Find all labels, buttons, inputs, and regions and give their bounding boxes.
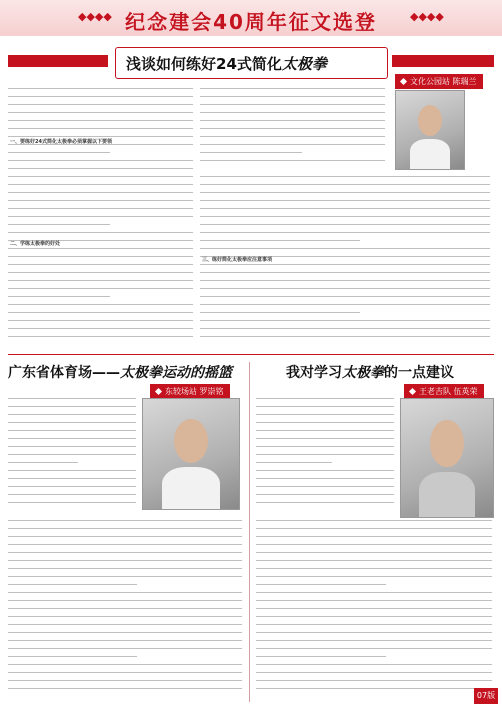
text-line	[200, 208, 490, 209]
text-line	[8, 398, 136, 399]
text-line	[256, 584, 386, 585]
text-line	[256, 560, 492, 561]
text-line	[200, 312, 360, 313]
text-line	[256, 536, 492, 537]
text-line	[8, 664, 242, 665]
text-line	[8, 454, 136, 455]
text-line	[256, 600, 492, 601]
text-line	[8, 216, 193, 217]
section-divider	[8, 354, 494, 355]
text-line	[200, 192, 490, 193]
text-line	[8, 304, 193, 305]
text-line	[256, 454, 394, 455]
text-line	[8, 328, 193, 329]
text-line	[200, 88, 385, 89]
text-line	[8, 264, 193, 265]
text-line	[256, 608, 492, 609]
text-line	[200, 200, 490, 201]
text-line	[256, 632, 492, 633]
text-line	[200, 184, 490, 185]
title-bar-right	[392, 55, 494, 67]
text-line	[256, 446, 394, 447]
text-line	[200, 240, 360, 241]
text-line	[200, 144, 385, 145]
text-line	[8, 414, 136, 415]
text-line	[200, 248, 490, 249]
text-line	[8, 96, 193, 97]
text-line	[256, 438, 394, 439]
text-line	[8, 256, 193, 257]
text-line	[200, 304, 490, 305]
text-line	[200, 264, 490, 265]
text-line	[256, 672, 492, 673]
banner-deco-left: ◆◆◆◆	[78, 10, 112, 23]
text-line	[8, 280, 193, 281]
article1-col2-text	[200, 88, 385, 168]
text-line	[8, 288, 193, 289]
text-line	[8, 560, 242, 561]
text-line	[256, 648, 492, 649]
article3-col2-text	[256, 520, 492, 696]
article2-col1-text	[8, 398, 136, 510]
text-line	[256, 576, 492, 577]
text-line	[200, 160, 385, 161]
text-line	[8, 208, 193, 209]
text-line	[256, 478, 394, 479]
text-line	[8, 536, 242, 537]
text-line	[8, 680, 242, 681]
text-line	[8, 502, 136, 503]
text-line	[256, 462, 332, 463]
text-line	[8, 624, 242, 625]
article2-col2-text	[8, 520, 242, 696]
text-line	[8, 192, 193, 193]
text-line	[200, 280, 490, 281]
text-line	[8, 422, 136, 423]
text-line	[200, 320, 490, 321]
text-line	[8, 232, 193, 233]
article1-byline: 文化公园站 陈瑞兰	[395, 74, 483, 89]
article3-byline: 王老吉队 伍英荣	[404, 384, 484, 399]
article1-subhead-3: 三、练好简化太极拳应注意事项	[202, 257, 273, 263]
text-line	[8, 336, 193, 337]
text-line	[256, 470, 394, 471]
article1-col1-text	[8, 88, 193, 344]
text-line	[256, 430, 394, 431]
text-line	[8, 160, 193, 161]
text-line	[8, 584, 137, 585]
text-line	[256, 520, 492, 521]
text-line	[256, 688, 492, 689]
text-line	[8, 486, 136, 487]
text-line	[8, 478, 136, 479]
text-line	[8, 462, 78, 463]
text-line	[8, 248, 193, 249]
text-line	[8, 568, 242, 569]
text-line	[200, 288, 490, 289]
text-line	[200, 272, 490, 273]
text-line	[8, 494, 136, 495]
text-line	[8, 312, 193, 313]
text-line	[200, 232, 490, 233]
text-line	[256, 592, 492, 593]
article2-title: 广东省体育场——太极拳运动的摇篮	[8, 365, 232, 381]
banner-deco-right: ◆◆◆◆	[410, 10, 444, 23]
article3-col1-text	[256, 398, 394, 510]
text-line	[8, 136, 193, 137]
text-line	[8, 430, 136, 431]
author-photo-chen	[395, 90, 465, 170]
article1-subhead-2: 二、学练太极拳的好处	[10, 241, 61, 247]
text-line	[8, 648, 242, 649]
article2-byline: 东较场站 罗崇铭	[150, 384, 230, 399]
text-line	[8, 520, 242, 521]
text-line	[256, 656, 386, 657]
text-line	[256, 680, 492, 681]
text-line	[256, 568, 492, 569]
text-line	[8, 176, 193, 177]
text-line	[8, 152, 110, 153]
text-line	[8, 470, 136, 471]
text-line	[256, 624, 492, 625]
author-photo-wu	[400, 398, 494, 518]
text-line	[8, 184, 193, 185]
text-line	[8, 296, 110, 297]
text-line	[200, 224, 490, 225]
text-line	[8, 576, 242, 577]
text-line	[8, 320, 193, 321]
text-line	[8, 656, 137, 657]
text-line	[256, 422, 394, 423]
text-line	[8, 168, 193, 169]
text-line	[8, 224, 110, 225]
text-line	[256, 414, 394, 415]
text-line	[200, 176, 490, 177]
text-line	[8, 200, 193, 201]
page-banner	[0, 0, 502, 36]
text-line	[200, 136, 385, 137]
text-line	[8, 88, 193, 89]
text-line	[200, 112, 385, 113]
text-line	[256, 528, 492, 529]
text-line	[8, 120, 193, 121]
text-line	[8, 272, 193, 273]
text-line	[256, 664, 492, 665]
text-line	[8, 446, 136, 447]
text-line	[200, 216, 490, 217]
text-line	[200, 104, 385, 105]
text-line	[256, 616, 492, 617]
text-line	[200, 296, 490, 297]
text-line	[256, 406, 394, 407]
text-line	[8, 608, 242, 609]
text-line	[8, 640, 242, 641]
text-line	[8, 688, 242, 689]
text-line	[256, 640, 492, 641]
text-line	[200, 96, 385, 97]
text-line	[256, 486, 394, 487]
text-line	[200, 336, 490, 337]
text-line	[256, 494, 394, 495]
text-line	[8, 672, 242, 673]
article1-subhead-1: 一、要练好24式简化太极拳必须掌握以下要领	[10, 139, 112, 145]
column-divider	[249, 362, 250, 702]
text-line	[8, 128, 193, 129]
text-line	[256, 502, 394, 503]
text-line	[8, 104, 193, 105]
text-line	[256, 398, 394, 399]
text-line	[8, 632, 242, 633]
text-line	[8, 112, 193, 113]
text-line	[200, 328, 490, 329]
text-line	[8, 438, 136, 439]
article3-title: 我对学习太极拳的一点建议	[286, 365, 454, 381]
banner-title: 纪念建会40周年征文选登	[125, 10, 377, 34]
text-line	[8, 552, 242, 553]
text-line	[8, 616, 242, 617]
page-number: 07版	[474, 688, 498, 704]
text-line	[256, 544, 492, 545]
article1-title-box	[115, 47, 388, 79]
text-line	[200, 120, 385, 121]
text-line	[256, 552, 492, 553]
article1-title: 浅谈如何练好24式简化太极拳	[126, 55, 327, 73]
title-bar-left	[8, 55, 108, 67]
text-line	[8, 592, 242, 593]
text-line	[200, 128, 385, 129]
text-line	[8, 544, 242, 545]
text-line	[8, 406, 136, 407]
text-line	[200, 152, 302, 153]
text-line	[8, 600, 242, 601]
author-photo-luo	[142, 398, 240, 510]
text-line	[8, 528, 242, 529]
